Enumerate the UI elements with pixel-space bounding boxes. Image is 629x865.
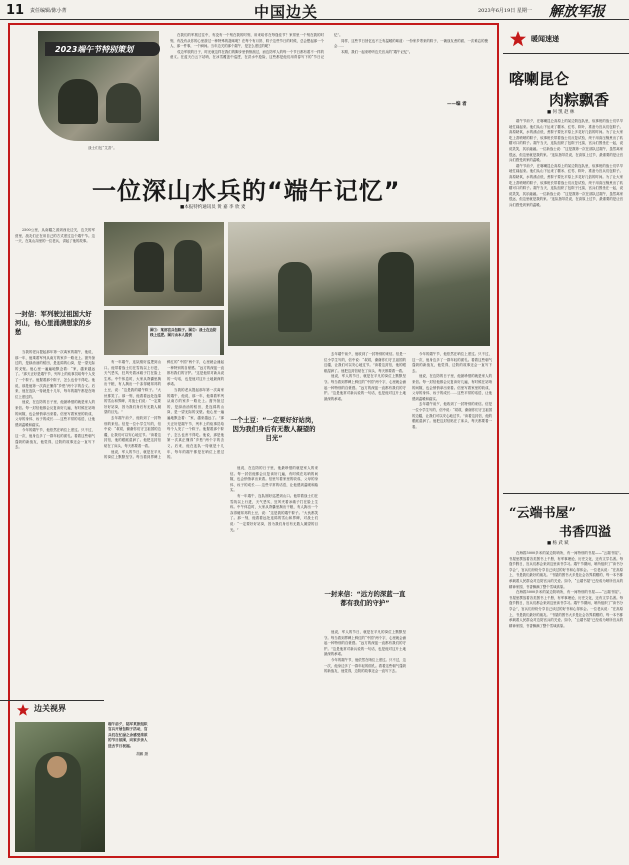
photo-figure [378, 252, 414, 332]
main-byline: ■本报特约通讯员 黄 嘉 李 欣 麦 [180, 205, 246, 210]
right-story-1 [509, 119, 623, 487]
body-column-3 [230, 466, 318, 850]
photo-figure [106, 83, 141, 123]
body-col-3-text: 他说，在边防的日子里，他最珍惜的就是家人的来信。每一封信他都会反复读好几遍，有时候在站哨的间隙，也会悄悄拿出来看。信里写着家里的收成、父母的身体、孩子的成长……这些平常的话语，让他感到温暖和踏实。 [230, 466, 318, 493]
right-headline-1: 喀喇昆仑 [509, 70, 570, 88]
bottom-section-divider [0, 700, 104, 701]
photo-figure [134, 242, 164, 292]
star-icon [16, 703, 30, 717]
right-story-2-text: 在海拔5000多米的某边防哨所，有一间特别的书屋——“云端书屋”。书屋里摆放着各类图书上千册，有军事理论、历史文化，还有文学名著。每逢节假日，官兵们都会来到这里读书学习。端午节期间，哨所组织了“读书分享会”，官兵们纷纷分享自己读过的好书和心得体会。一位老兵说：“在高原上，书是我们最好的朋友。”书屋的图书大多是社会各界捐赠的，每一本书都承载着人民群众对边防官兵的关爱。如今，“云端书屋”已经成为哨所官兵的精神家园，书香飘满了整个雪域高原。 [509, 551, 623, 589]
feature-banner-text: 2023端午节特别策划 [55, 45, 134, 54]
subhead-1: 一封信：军列驶过祖国大好河山，他心里涌满想家的乡愁 [15, 310, 92, 336]
top-intro-p4: 本期，我们一起来聆听边关官兵的“端午记忆”。 [341, 49, 413, 54]
right-story-2-text-cont: 在海拔5000多米的某边防哨所，有一间特别的书屋——“云端书屋”。书屋里摆放着各类图书上千册，有军事理论、历史文化，还有文学名著。每逢节假日，官兵们都会来到这里读书学习。端午节期间，哨所组织了“读书分享会”，官兵们纷纷分享自己读过的好书和心得体会。一位老兵说：“在高原上，书是我们最好的朋友。”书屋的图书大多是社会各界捐赠的，每一本书都承载着人民群众对边防官兵的关爱。如今，“云端书屋”已经成为哨所官兵的精神家园，书香飘满了整个雪域高原。 [509, 590, 623, 628]
subhead-2-block [230, 416, 318, 462]
body-col-5-text-c: 他说，军人的节日，就是在平凡的岗位上默默坚守。每当看到界碑上鲜红的“中国”两个字，心里就会涌起一种特别的自豪感。“远方的深蓝一直都有我们的守护。”这是他常对新兵说的一句话，也是他对这片土地最深的承诺。 [324, 630, 406, 657]
bottom-photo-credit: 胡鹏 摄 [136, 752, 148, 757]
subhead-3-block [324, 590, 406, 626]
body-col-2-text-cont: 他说，在边防的日子里，他最珍惜的就是家人的来信。每一封信他都会反复读好几遍，有时候在站哨的间隙，也会悄悄拿出来看。信里写着家里的收成、父母的身体、孩子的成长……这些平常的话语，让他感到温暖和踏实。 [15, 400, 95, 427]
mid-photo-caption [148, 326, 220, 356]
lead-text-column [15, 228, 95, 306]
section-title: 中国边关 [254, 3, 319, 21]
right-section-label: 暖闻速递 [531, 34, 559, 43]
masthead [0, 0, 629, 20]
right-headline-1b: 肉粽飘香 [549, 91, 610, 109]
photo-face [47, 756, 67, 778]
main-headline: 一位深山水兵的“端午记忆” [92, 177, 401, 205]
bottom-section-label: 边关视界 [34, 703, 66, 713]
feature-banner [45, 42, 160, 56]
body-column-6 [412, 352, 492, 850]
right-story-2 [509, 551, 623, 865]
bottom-photo-caption: 端午前夕，陆军某旅组织官兵开展包粽子活动，官兵们在忙碌之余感受浓浓的节日氛围，向家乡亲人送去节日祝福。 [108, 722, 148, 748]
right-section-header [503, 31, 629, 47]
body-col-5-text: 他说，军人的节日，就是在平凡的岗位上默默坚守。每当看到界碑上鲜红的“中国”两个字，心里就会涌起一种特别的自豪感。“远方的深蓝一直都有我们的守护。”这是他常对新兵说的一句话，也是他对这片土地最深的承诺。 [104, 360, 224, 460]
right-byline-1: ■ 何 凯 赵 林 [547, 110, 575, 115]
photo-figure [174, 240, 202, 292]
photo-figure [58, 79, 98, 124]
body-col-2-text: 有一年端午，连队刚好巡逻到山口。他带着战士们在雪线以上行进，天气恶劣，狂风夹着冰碴子打在脸上生疼。中午休息时，大家从背囊里掏出干粮，有人掏出一个冻得硬邦邦的土豆，说：“这是我的端午粽子。”大伙都笑了。那一刻，他看着远处连绵的雪山和界碑，对战士们说：“一定要好好站岗，因为我们身后有无数人凝望的目光。” [104, 360, 161, 415]
body-column-5 [324, 630, 406, 850]
masthead-logo: 解放军报 [549, 4, 605, 20]
page-number: 11 [6, 3, 25, 18]
body-col-4-text: 去年端午前夕，他收到了一封特别的来信。信是一位小学生写的，信中说：“叔叔，谢谢你们守卫祖国的边疆，让我们可以安心地过节。”读着这封信，他的眼眶湿润了。他把这封信贴在了床头，每天都要看一看。 [104, 415, 161, 448]
photo-figure [278, 262, 312, 332]
editor-line: 责任编辑/陈小菁 [30, 8, 67, 14]
body-col-5-text-b: 他说，军人的节日，就是在平凡的岗位上默默坚守。每当看到界碑上鲜红的“中国”两个字，心里就会涌起一种特别的自豪感。“远方的深蓝一直都有我们的守护。”这是他常对新兵说的一句话，也是他对这片土地最深的承诺。 [324, 374, 406, 401]
subhead-2: 一个土豆：“一定要好好站岗，因为我们身后有无数人凝望的目光” [230, 416, 318, 442]
body-col-4-text-b: 去年端午前夕，他收到了一封特别的来信。信是一位小学生写的，信中说：“叔叔，谢谢你们守卫祖国的边疆，让我们可以安心地过节。”读着这封信，他的眼眶湿润了。他把这封信贴在了床头，每天都要看一看。 [324, 352, 406, 373]
date-line: 2023年6月19日 星期一 [478, 8, 532, 14]
right-headline-2: “云端书屋” [509, 506, 576, 521]
mid-photo-2 [228, 222, 490, 346]
top-intro-signoff: ——编 者 [447, 102, 467, 107]
body-col-3-text-b: 他说，在边防的日子里，他最珍惜的就是家人的来信。每一封信他都会反复读好几遍，有时候在站哨的间隙，也会悄悄拿出来看。信里写着家里的收成、父母的身体、孩子的成长……这些平常的话语，让他感到温暖和踏实。 [412, 374, 492, 401]
top-intro-p2: 戍边军旅的日子，时光就这样在我们的脚步里悄悄溜过，而边防军人的每一个节日都有着不一样的意义。在蓝天白云下站哨，在冰雪覆盖中巡逻，在洪水中抢险，这些都是他们用青春写下的“节日记忆”。 [170, 33, 343, 60]
right-section-rule [503, 53, 629, 54]
right-story-1-text-cont: 端午节前夕，在喀喇昆仑高原上的某边防连队里，炊事班的战士们早早地忙碌起来。他们从山下运来了糯米、红枣、粽叶，准备为官兵们包粽子。高原缺氧，水的沸点低，煮粽子要比平原上多花好几倍的时间。为了让大家吃上香喷喷的粽子，炊事班长带着战士们反复试验，终于用高压锅煮出了软糯可口的粽子。端午当天，连队组织了包粽子比赛，官兵们围坐在一起，说说笑笑，其乐融融。一位新战士说：“这是我第一次在部队过端午，虽然离家很远，但这里就是我的家。”连队指导员说，在高原上过节，最重要的是让官兵们感受到家的温暖。 [509, 163, 623, 207]
body-col-6-text: 今年的端午节，他依然在哨位上度过。只不过，这一次，他身边多了一群年轻的面孔。看着这些朝气蓬勃的新战友，他觉得，边防的故事还会一直写下去。 [324, 657, 406, 674]
right-column-section [503, 23, 629, 858]
top-photo-caption: 战士们包“艾香”。 [88, 146, 117, 150]
body-column-4 [324, 352, 406, 582]
subhead-3: 一封来信：“远方的深蓝一直都有我们的守护” [324, 590, 406, 607]
bottom-photo-caption-box [108, 722, 148, 852]
bottom-photo [15, 722, 105, 852]
subhead-1-block [15, 310, 95, 348]
top-intro-p1: 在我们的军旅过往中，有没有一个刻在我的时刻，用来给你在每逢佳节？家常里一个刻在我的时刻，有没有从你的心里游过一种特殊的滋味呢？在每个有月饼、粽子这些节日的时候，总会想起那一个人、那一件事，一个瞬间。当年边关的那个端午，是怎么度过的呢？ [170, 33, 324, 49]
top-intro-p3: 同样，这些节日回忆也不乏有温暖的味道：一份家乡寄来的粽子、一碗战友煮的面、一次难忘的聚会…… [334, 38, 488, 49]
right-headline-2b: 书香四溢 [559, 525, 612, 540]
body-col-4-text-c: 去年端午前夕，他收到了一封特别的来信。信是一位小学生写的，信中说：“叔叔，谢谢你们守卫祖国的边疆，让我们可以安心地过节。”读着这封信，他的眼眶湿润了。他把这封信贴在了床头，每天都要看一看。 [412, 402, 492, 429]
right-story-1-text: 端午节前夕，在喀喇昆仑高原上的某边防连队里，炊事班的战士们早早地忙碌起来。他们从山下运来了糯米、红枣、粽叶，准备为官兵们包粽子。高原缺氧，水的沸点低，煮粽子要比平原上多花好几倍的时间。为了让大家吃上香喷喷的粽子，炊事班长带着战士们反复试验，终于用高压锅煮出了软糯可口的粽子。端午当天，连队组织了包粽子比赛，官兵们围坐在一起，说说笑笑，其乐融融。一位新战士说：“这是我第一次在部队过端午，虽然离家很远，但这里就是我的家。”连队指导员说，在高原上过节，最重要的是让官兵们感受到家的温暖。 [509, 119, 623, 163]
body-col-1-text-cont: 当我的老兵提起那年第一次离家的端午，他说，那一年，他乘着军列从南方的家乡一路北上。窗外掠过的，是绿油油的稻田，是连绵的山岗，是一望无际的戈壁。他心里一遍遍地默念着：“家，越来越远了。”那天正好是端午节，列车上的炊事员给每个人发了一个粽子。他握着那个粽子，怎么也舍不得吃。他说，那是他第一次真正懂得“乡愁”两个字的含义。后来，他在连队一待就是十几年，每年的端午都是在哨位上度过的。 [167, 387, 224, 460]
mid-photo-1 [104, 222, 224, 306]
star-emblem-icon [509, 30, 527, 48]
right-byline-2: ■ 杨 武 斌 [547, 541, 569, 546]
body-col-6-text-cont: 今年的端午节，他依然在哨位上度过。只不过，这一次，他身边多了一群年轻的面孔。看着这些朝气蓬勃的新战友，他觉得，边防的故事还会一直写下去。 [15, 428, 95, 450]
lead-text: 2500公里，从南疆之滨到西北边关，边关的军营里，战友们正在用自己的方式度过这个端午节。这一天，在某山沟里的一位老兵，讲起了他的故事。 [15, 228, 95, 244]
body-col-2-text-b: 有一年端午，连队刚好巡逻到山口。他带着战士们在雪线以上行进，天气恶劣，狂风夹着冰碴子打在脸上生疼。中午休息时，大家从背囊里掏出干粮，有人掏出一个冻得硬邦邦的土豆，说：“这是我的端午粽子。”大伙都笑了。那一刻，他看着远处连绵的雪山和界碑，对战士们说：“一定要好好站岗，因为我们身后有无数人凝望的目光。” [230, 493, 318, 532]
mid-photo-caption-text: 图①：某部官兵包粽子。图②：战士在边防线上巡逻。图片由本人提供 [150, 328, 217, 337]
body-col-6-text-b: 今年的端午节，他依然在哨位上度过。只不过，这一次，他身边多了一群年轻的面孔。看着这些朝气蓬勃的新战友，他觉得，边防的故事还会一直写下去。 [412, 352, 492, 373]
right-story-divider [503, 493, 629, 494]
top-intro [170, 33, 488, 105]
bottom-section-icon [16, 702, 30, 716]
body-col-1-text: 当我的老兵提起那年第一次离家的端午，他说，那一年，他乘着军列从南方的家乡一路北上。窗外掠过的，是绿油油的稻田，是连绵的山岗，是一望无际的戈壁。他心里一遍遍地默念着：“家，越来越远了。”那天正好是端午节，列车上的炊事员给每个人发了一个粽子。他握着那个粽子，怎么也舍不得吃。他说，那是他第一次真正懂得“乡愁”两个字的含义。后来，他在连队一待就是十几年，每年的端午都是在哨位上度过的。 [15, 350, 95, 399]
